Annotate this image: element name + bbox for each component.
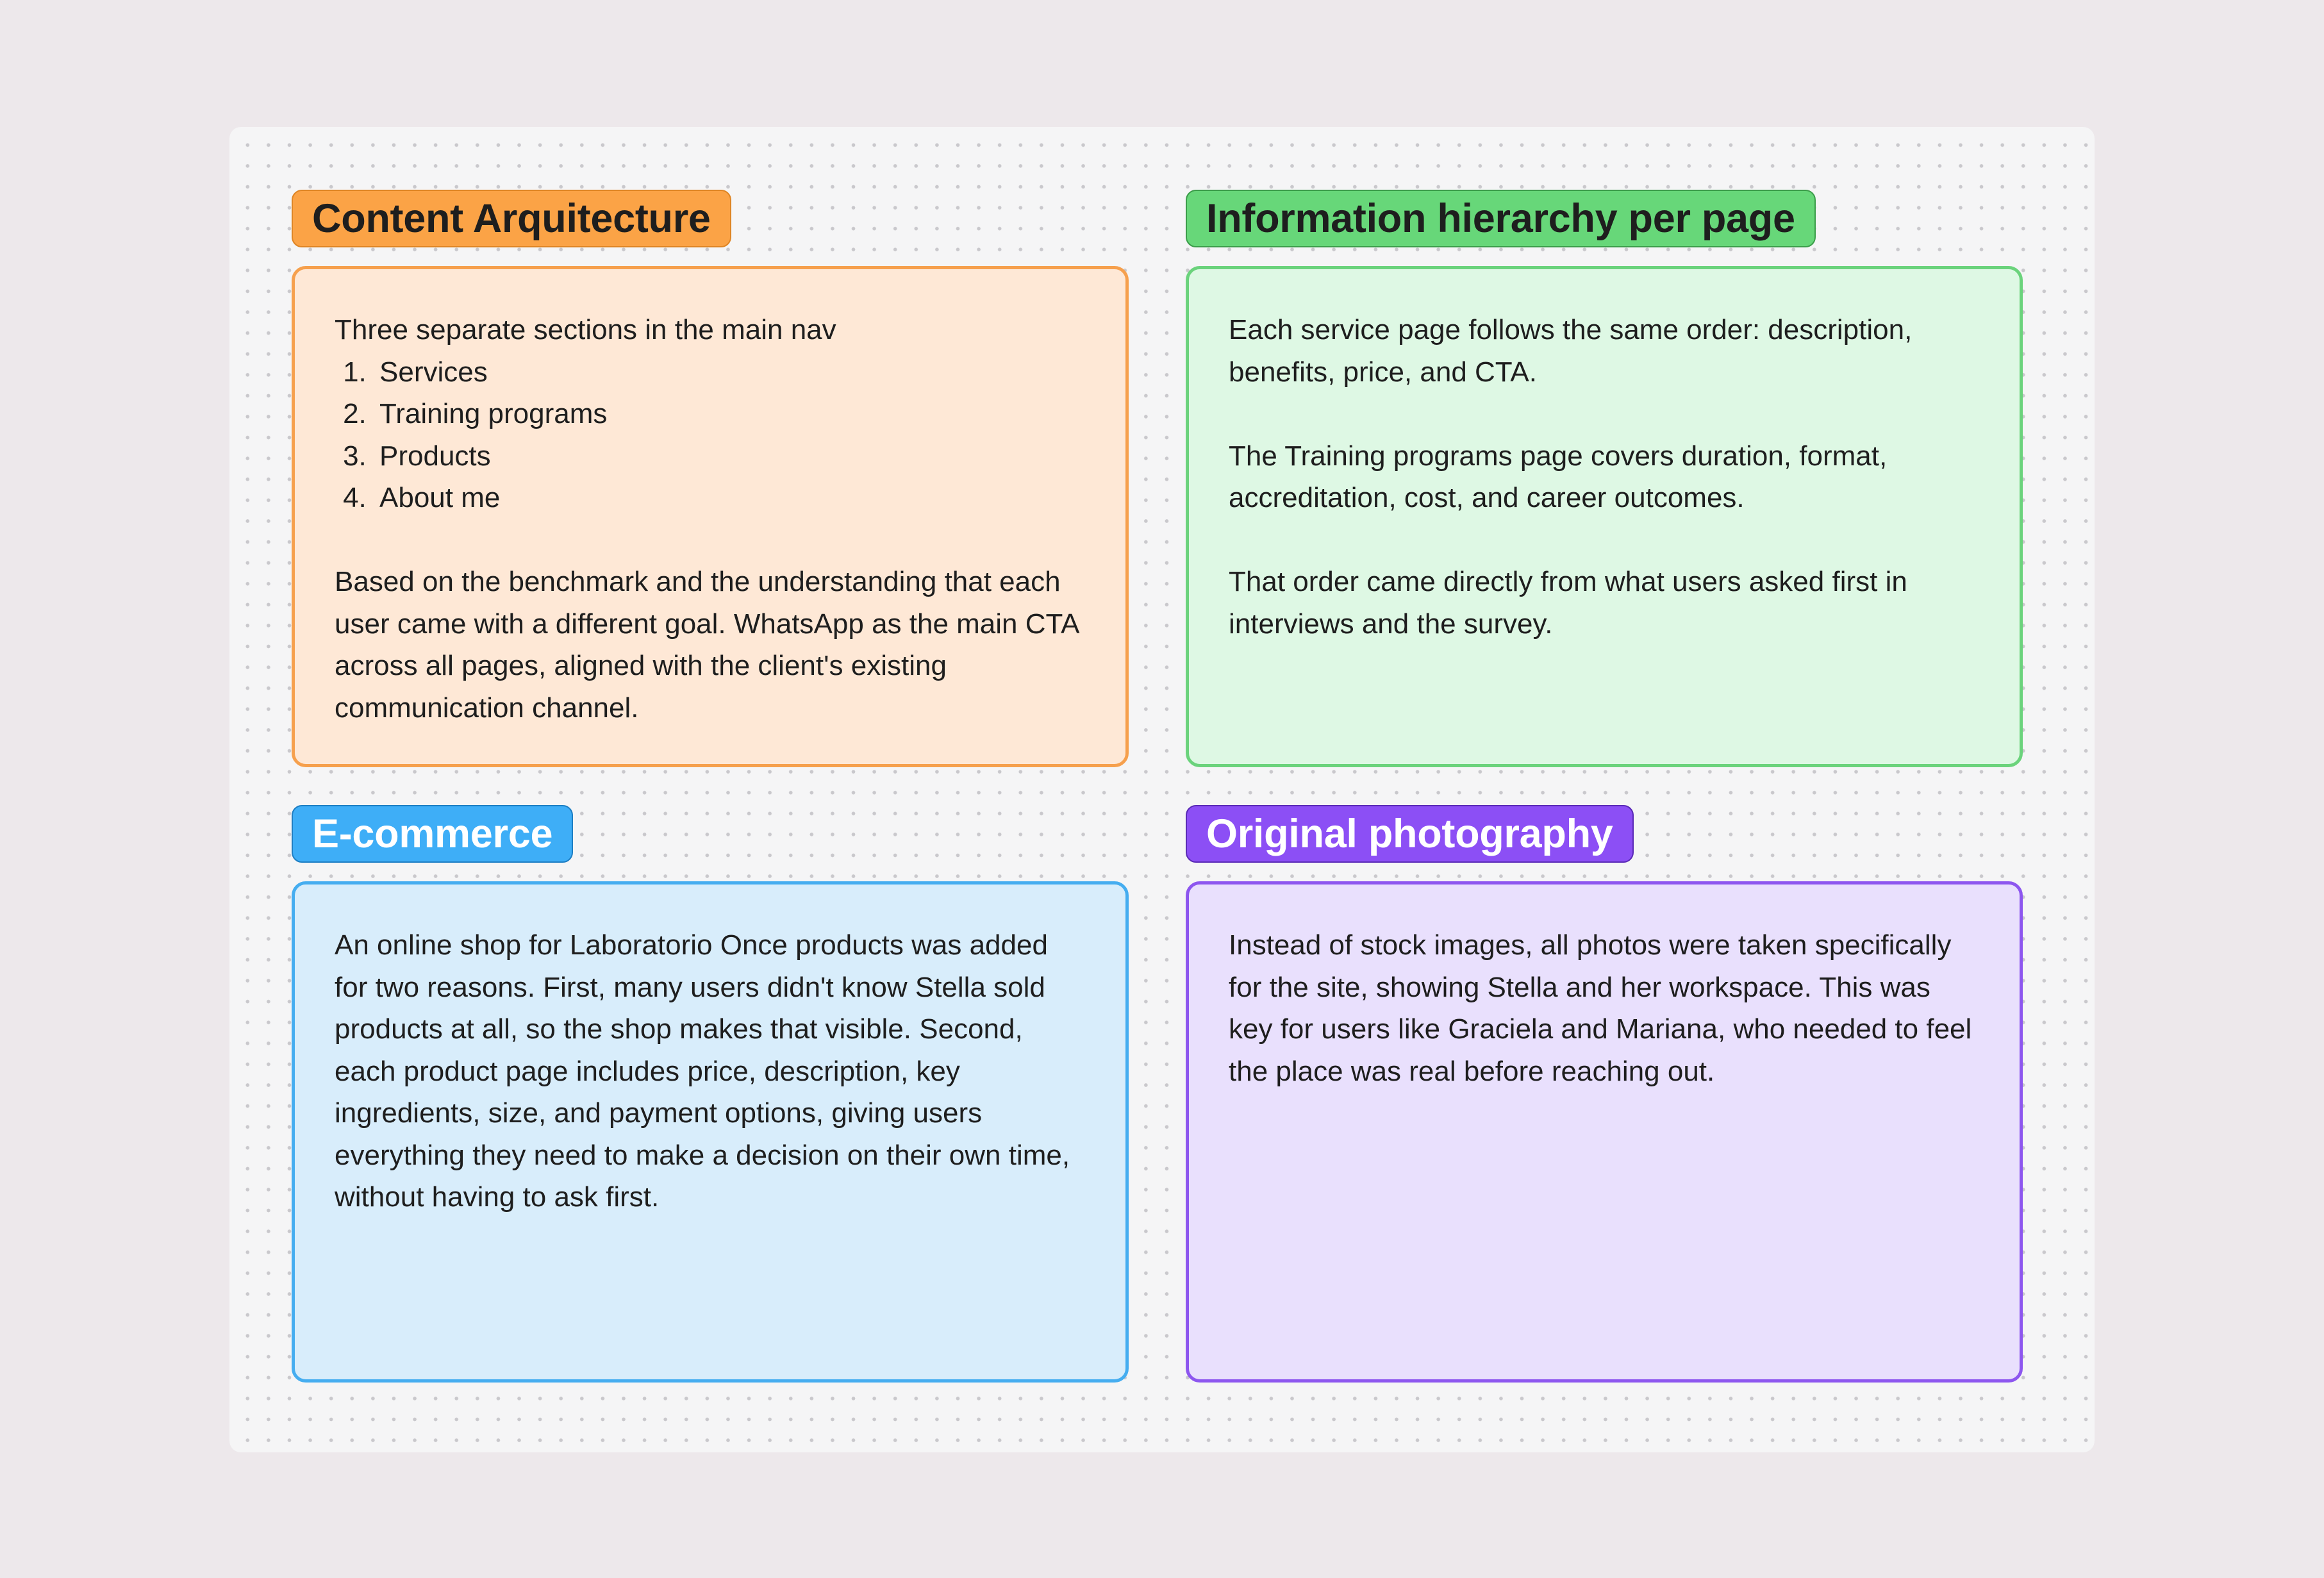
list-item: 1. Services bbox=[374, 351, 1086, 394]
content-architecture-title-tag[interactable] bbox=[292, 190, 731, 247]
information-hierarchy-paragraph: That order came directly from what users asked first in interviews and the survey. bbox=[1229, 566, 1907, 640]
information-hierarchy-title-tag[interactable] bbox=[1186, 190, 1816, 247]
information-hierarchy-paragraph: Each service page follows the same order: description, benefits, price, and CTA. bbox=[1229, 314, 1913, 388]
original-photography-card[interactable] bbox=[1186, 881, 2023, 1383]
original-photography-title-tag[interactable] bbox=[1186, 805, 1634, 863]
original-photography-title: Original photography bbox=[1206, 811, 1613, 856]
ecommerce-card[interactable] bbox=[292, 881, 1129, 1383]
content-architecture-title: Content Arquitecture bbox=[312, 196, 711, 241]
list-item: 2. Training programs bbox=[374, 393, 1086, 435]
content-architecture-intro: Three separate sections in the main nav bbox=[335, 314, 836, 345]
information-hierarchy-title: Information hierarchy per page bbox=[1206, 196, 1795, 241]
information-hierarchy-card[interactable] bbox=[1186, 266, 2023, 767]
list-item: 3. Products bbox=[374, 435, 1086, 478]
content-architecture-card[interactable] bbox=[292, 266, 1129, 767]
ecommerce-body: An online shop for Laboratorio Once products was added for two reasons. First, many users didn't know Stella sold products at all, so the shop makes that visible. Second, each product page includes price, description, key ingredients, size, and payment options, giving users everything they need to make a decision on their own time, without having to ask first. bbox=[335, 929, 1070, 1213]
information-hierarchy-paragraph: The Training programs page covers duration, format, accreditation, cost, and career outcomes. bbox=[1229, 440, 1888, 513]
list-item: 4. About me bbox=[374, 477, 1086, 519]
content-architecture-body: Based on the benchmark and the understanding that each user came with a different goal. WhatsApp as the main CTA across all pages, aligned with the client's existing communication channel. bbox=[335, 566, 1079, 724]
ecommerce-title-tag[interactable] bbox=[292, 805, 573, 863]
ecommerce-title: E-commerce bbox=[312, 811, 553, 856]
original-photography-body: Instead of stock images, all photos were taken specifically for the site, showing Stella and her workspace. This was key for users like Graciela and Mariana, who needed to feel the place was real before reaching out. bbox=[1229, 929, 1972, 1087]
main-nav-section-list bbox=[335, 351, 1086, 519]
